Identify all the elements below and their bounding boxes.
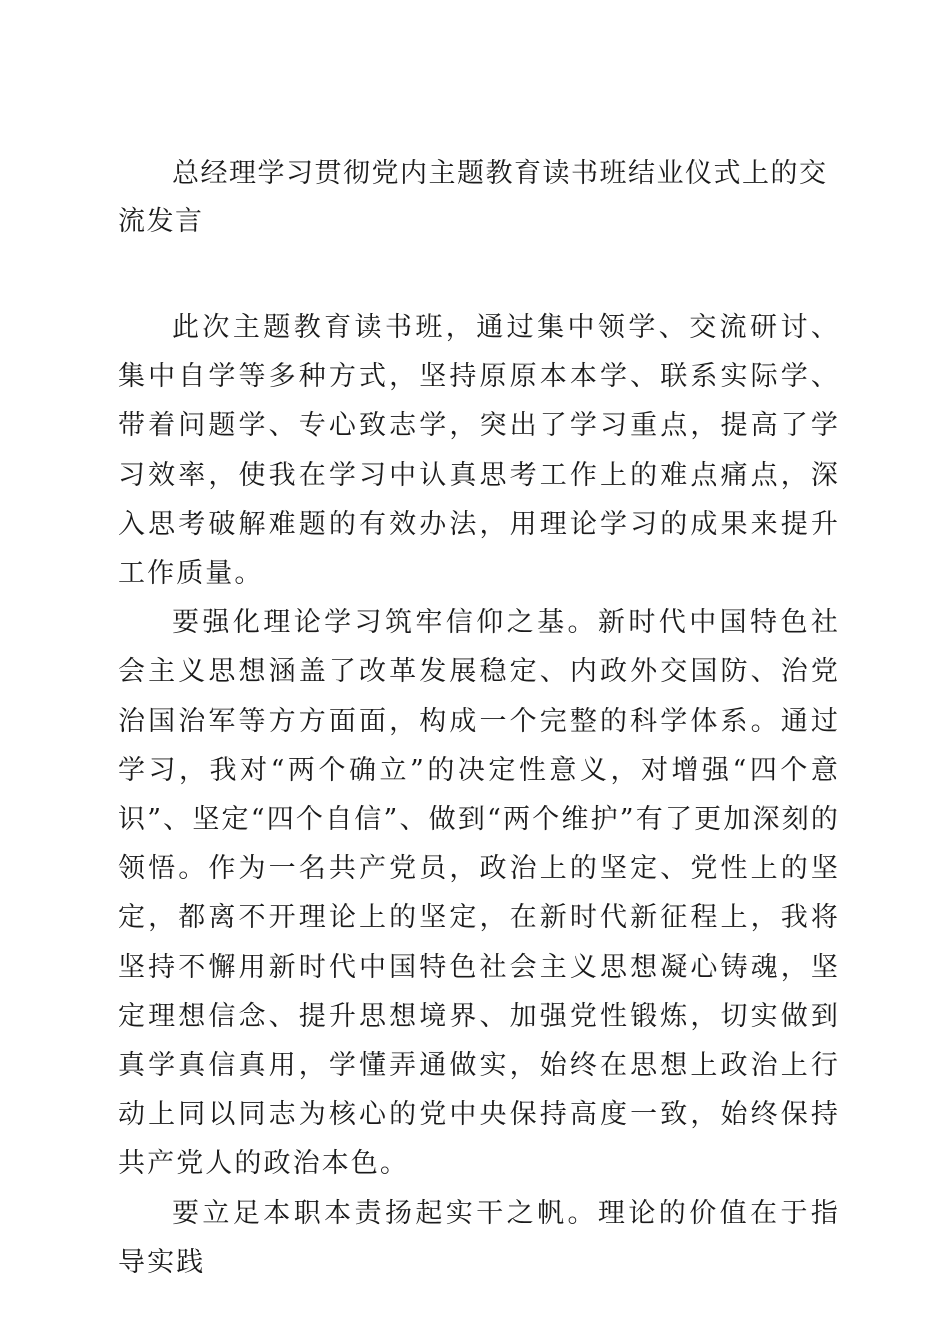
paragraph: 此次主题教育读书班，通过集中领学、交流研讨、集中自学等多种方式，坚持原原本本学、联系实际学、带着问题学、专心致志学，突出了学习重点，提高了学习效率，使我在学习中认真思考工作上的难点痛点，深入思考破解难题的有效办法，用理论学习的成果来提升工作质量。	[118, 312, 840, 590]
paragraph: 要强化理论学习筑牢信仰之基。新时代中国特色社会主义思想涵盖了改革发展稳定、内政外交国防、治党治国治军等方方面面，构成一个完整的科学体系。通过学习，我对“两个确立”的决定性意义，对增强“四个意识”、坚定“四个自信”、做到“两个维护”有了更加深刻的领悟。作为一名共产党员，政治上的坚定、党性上的坚定，都离不开理论上的坚定，在新时代新征程上，我将坚持不懈用新时代中国特色社会主义思想凝心铸魂，坚定理想信念、提升思想境界、加强党性锻炼，切实做到真学真信真用，学懂弄通做实，始终在思想上政治上行动上同以同志为核心的党中央保持高度一致，始终保持共产党人的政治本色。	[118, 607, 840, 1180]
document-title: 总经理学习贯彻党内主题教育读书班结业仪式上的交流发言	[118, 158, 828, 237]
paragraph: 要立足本职本责扬起实干之帆。理论的价值在于指导实践	[118, 1197, 840, 1278]
document-body	[118, 303, 840, 1287]
